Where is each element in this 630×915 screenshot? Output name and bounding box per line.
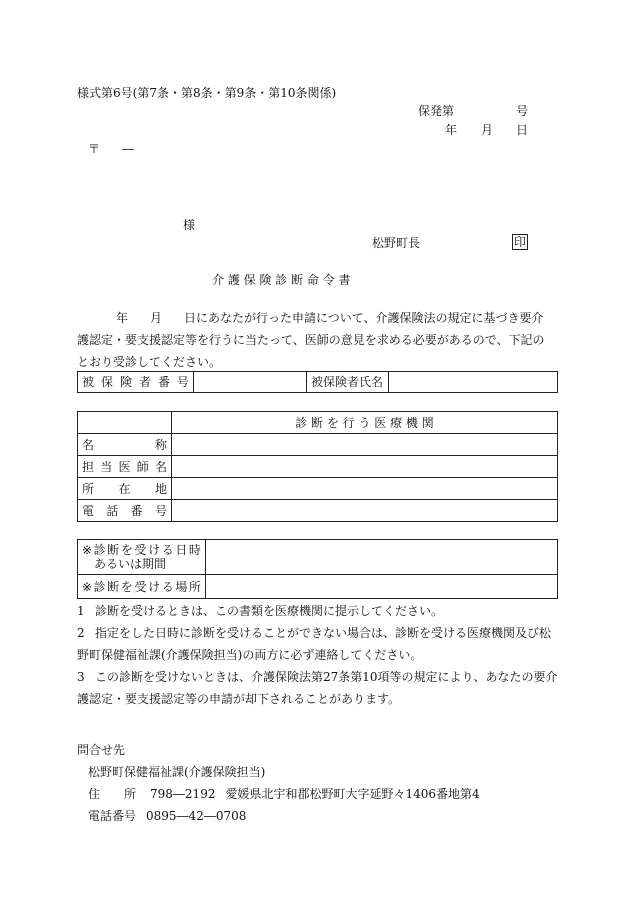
- postal-mark: 〒: [88, 142, 101, 156]
- institution-phone-field[interactable]: [172, 500, 558, 522]
- contact-phone: 0895―42―0708: [146, 809, 247, 823]
- note-text: この診断を受けないときは、介護保険法第27条第10項等の規定により、あなたの要介護認定・要支援認定等の申請が却下されることがあります。: [77, 670, 558, 706]
- schedule-date-field[interactable]: [206, 540, 558, 575]
- postal-code: 798―2192: [150, 787, 216, 801]
- document-title: 介 護 保 険 診 断 命 令 書: [212, 273, 351, 287]
- institution-address-field[interactable]: [172, 478, 558, 500]
- body-month: 月: [150, 311, 163, 325]
- note-text: 診断を受けるときは、この書類を医療機関に提示してください。: [95, 604, 444, 618]
- seal-mark: [512, 235, 528, 249]
- institution-row-label: 電 話 番 号: [78, 500, 172, 522]
- insured-table: [77, 371, 558, 393]
- institution-row-label: 名 称: [78, 434, 172, 456]
- postal-dash: ―: [122, 142, 134, 156]
- note-number: 1: [77, 604, 85, 618]
- date-month: 月: [481, 123, 494, 137]
- date-year: 年: [445, 123, 458, 137]
- institution-table: [77, 411, 558, 522]
- schedule-date-label-line2: あるいは期間: [94, 557, 167, 571]
- institution-header-blank: [78, 412, 172, 434]
- issuer-title: 松野町長: [372, 236, 421, 250]
- contact-department: 松野町保健福祉課(介護保険担当): [88, 765, 266, 779]
- institution-name-field[interactable]: [172, 434, 558, 456]
- note-text: 指定をした日時に診断を受けることができない場合は、診断を受ける医療機関及び松野町保健福祉課(介護保険担当)の両方に必ず連絡してください。: [77, 626, 552, 662]
- contact-address: 愛媛県北宇和郡松野町大字延野々1406番地第4: [225, 787, 480, 801]
- insured-name-label: 被保険者氏名: [307, 372, 389, 393]
- note-number: 3: [77, 670, 85, 684]
- insured-number-field[interactable]: [194, 372, 307, 393]
- phone-label: 電話番号: [88, 809, 137, 823]
- doctor-name-field[interactable]: [172, 456, 558, 478]
- schedule-table: [77, 539, 558, 599]
- form-id: 様式第6号(第7条・第8条・第9条・第10条関係): [77, 86, 337, 100]
- contact-heading: 問合せ先: [77, 743, 126, 757]
- schedule-date-label: [78, 540, 206, 575]
- addressee-honorific: 様: [183, 218, 196, 232]
- body-year: 年: [116, 311, 129, 325]
- notes-list: [77, 600, 559, 710]
- schedule-date-label-line1: ※ 診 断 を 受 け る 日 時: [82, 543, 201, 557]
- date-day: 日: [516, 123, 529, 137]
- schedule-place-label: ※ 診 断 を 受 け る 場 所: [78, 575, 206, 599]
- insured-name-field[interactable]: [389, 372, 558, 393]
- institution-header: 診 断 を 行 う 医 療 機 関: [172, 412, 558, 434]
- insured-number-label: [78, 372, 194, 393]
- schedule-place-field[interactable]: [206, 575, 558, 599]
- doc-number-suffix: 号: [516, 104, 529, 118]
- contact-phone-line: [88, 809, 246, 823]
- note-item: [77, 622, 559, 666]
- contact-address-line: [88, 787, 480, 801]
- institution-row-label: 担 当 医 師 名: [78, 456, 172, 478]
- body-paragraph: [77, 307, 555, 373]
- seal-label: 印: [514, 235, 527, 249]
- institution-row-label: 所 在 地: [78, 478, 172, 500]
- note-number: 2: [77, 626, 85, 640]
- doc-number-prefix: 保発第: [418, 104, 455, 118]
- insured-number-label-text: 被 保 険 者 番 号: [82, 375, 189, 389]
- body-text: 日にあなたが行った申請について、介護保険法の規定に基づき要介護認定・要支援認定等を行うに当たって、医師の意見を求める必要があるので、下記のとおり受診してください。: [77, 311, 545, 369]
- note-item: [77, 600, 559, 622]
- note-item: [77, 666, 559, 710]
- address-label: 住 所: [88, 787, 137, 801]
